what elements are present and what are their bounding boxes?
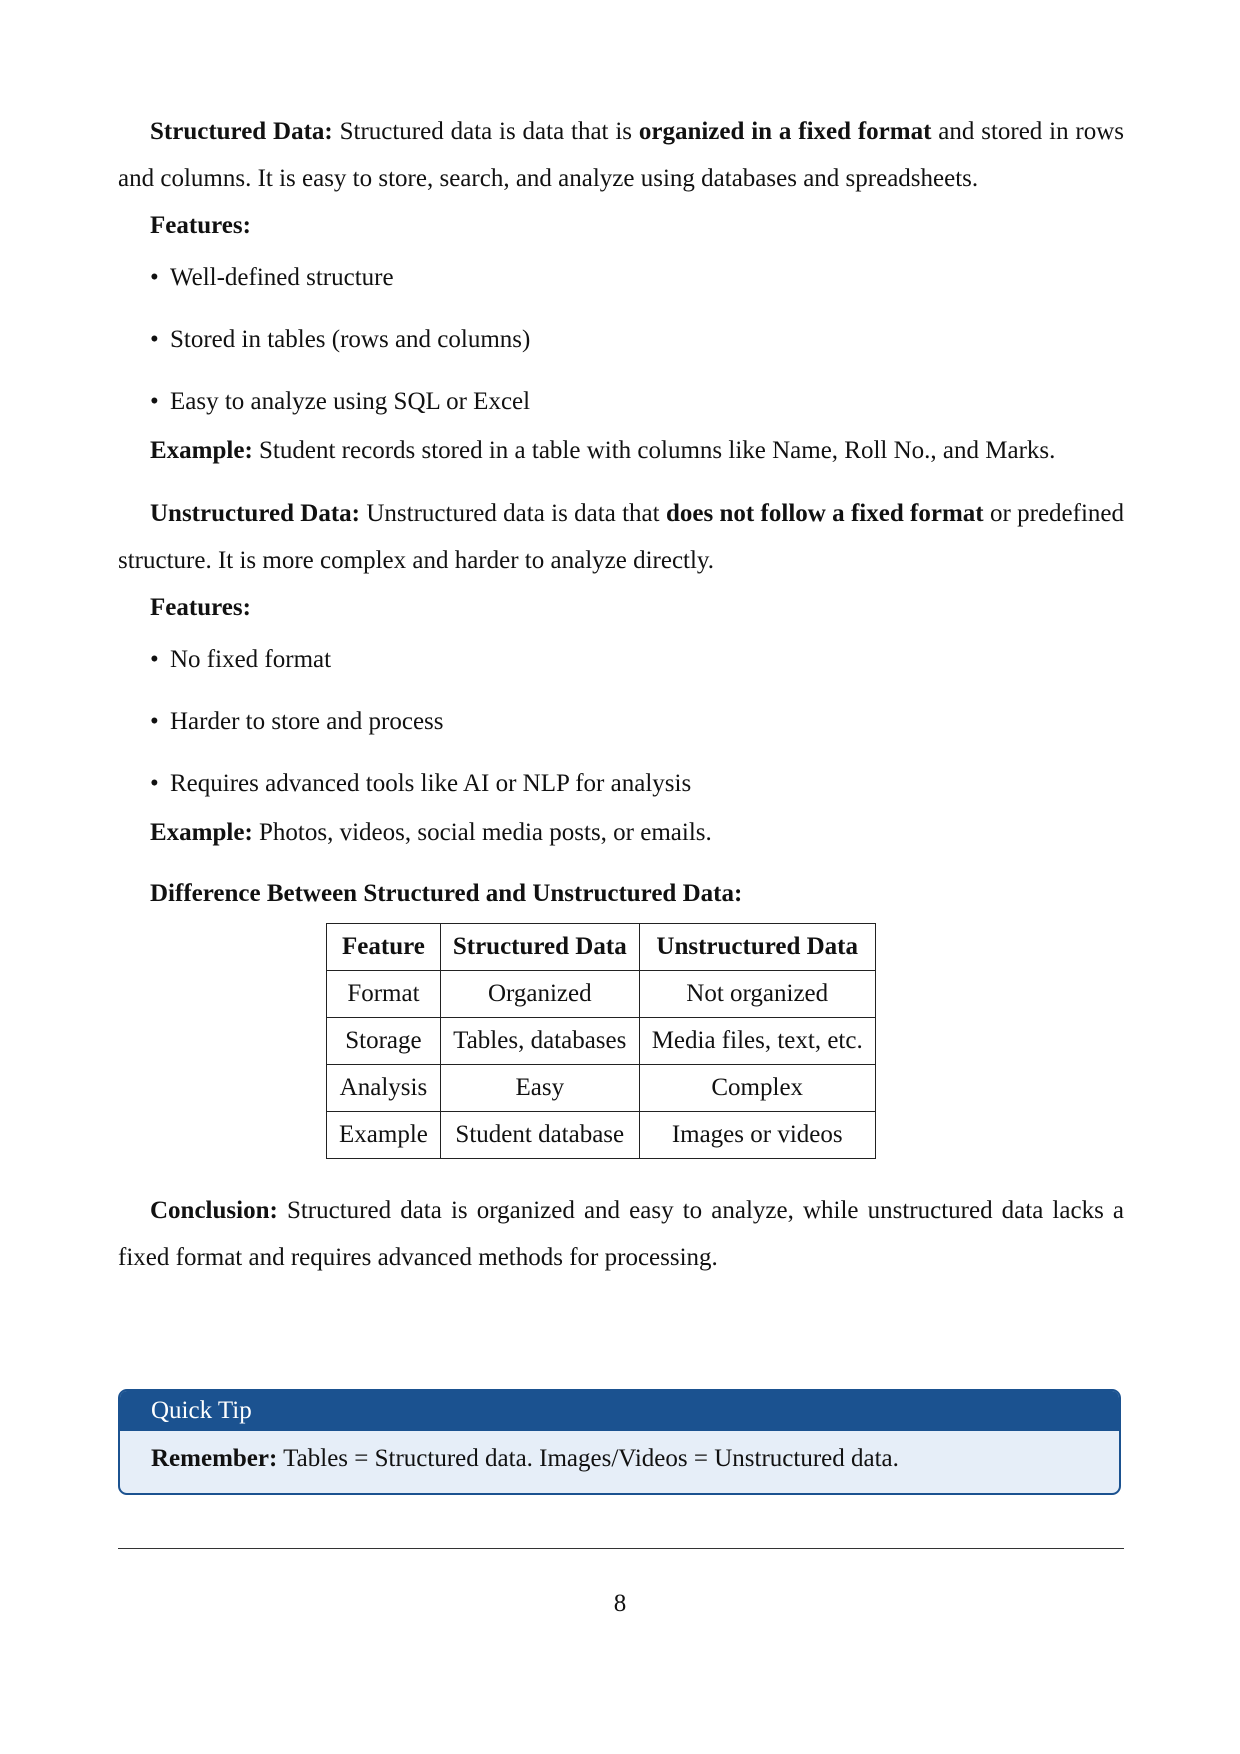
unstructured-example-text: Photos, videos, social media posts, or emails. xyxy=(259,819,712,846)
table-cell: Easy xyxy=(440,1065,639,1112)
list-item-text: Easy to analyze using SQL or Excel xyxy=(170,388,531,415)
table-row xyxy=(327,971,876,1018)
table-cell: Analysis xyxy=(327,1065,441,1112)
quick-tip-label: Remember: xyxy=(151,1445,278,1472)
bullet-icon: • xyxy=(150,264,159,291)
list-item xyxy=(150,325,1124,355)
table-header-row xyxy=(327,924,876,971)
unstructured-example xyxy=(118,809,1124,856)
structured-features-label: Features: xyxy=(150,212,251,239)
list-item xyxy=(150,769,1124,799)
structured-definition xyxy=(118,108,1124,202)
structured-text-bold: organized in a fixed format xyxy=(638,118,932,145)
table-cell: Example xyxy=(327,1112,441,1159)
conclusion-label: Conclusion: xyxy=(150,1197,278,1224)
table-cell: Tables, databases xyxy=(440,1018,639,1065)
table-row xyxy=(327,1112,876,1159)
bullet-icon: • xyxy=(150,646,159,673)
table-cell: Media files, text, etc. xyxy=(639,1018,875,1065)
list-item-text: No fixed format xyxy=(170,646,332,673)
conclusion-paragraph xyxy=(118,1187,1124,1281)
list-item-text: Stored in tables (rows and columns) xyxy=(170,326,531,353)
table-header-cell: Structured Data xyxy=(440,924,639,971)
page-number: 8 xyxy=(613,1590,627,1617)
list-item xyxy=(150,387,1124,417)
bullet-icon: • xyxy=(150,708,159,735)
table-cell: Organized xyxy=(440,971,639,1018)
conclusion-text: Structured data is organized and easy to analyze, while unstructured data lacks a fixed format and requires advanced methods for processing. xyxy=(118,1197,1125,1271)
list-item xyxy=(150,707,1124,737)
quick-tip-text: Tables = Structured data. Images/Videos = Unstructured data. xyxy=(283,1445,899,1472)
table-cell: Format xyxy=(327,971,441,1018)
structured-features-list xyxy=(118,263,1124,417)
quick-tip-body xyxy=(120,1431,1119,1487)
difference-heading: Difference Between Structured and Unstructured Data: xyxy=(150,880,743,907)
list-item-text: Well-defined structure xyxy=(170,264,394,291)
bullet-icon: • xyxy=(150,326,159,353)
bullet-icon: • xyxy=(150,388,159,415)
unstructured-example-label: Example: xyxy=(150,819,253,846)
unstructured-title: Unstructured Data: xyxy=(150,500,361,527)
unstructured-features-label: Features: xyxy=(150,594,251,621)
table-cell: Storage xyxy=(327,1018,441,1065)
structured-example-label: Example: xyxy=(150,437,253,464)
quick-tip-title: Quick Tip xyxy=(120,1391,1119,1431)
quick-tip-box xyxy=(118,1389,1121,1495)
list-item-text: Harder to store and process xyxy=(170,708,444,735)
table-row xyxy=(327,1018,876,1065)
table-cell: Student database xyxy=(440,1112,639,1159)
table-cell: Not organized xyxy=(639,971,875,1018)
table-row xyxy=(327,1065,876,1112)
comparison-table xyxy=(326,923,876,1159)
list-item xyxy=(150,263,1124,293)
table-cell: Complex xyxy=(639,1065,875,1112)
unstructured-text-bold: does not follow a fixed format xyxy=(665,500,984,527)
table-cell: Images or videos xyxy=(639,1112,875,1159)
structured-example-text: Student records stored in a table with columns like Name, Roll No., and Marks. xyxy=(259,437,1056,464)
table-header-cell: Feature xyxy=(327,924,441,971)
structured-text-after: and stored in rows and columns. It is easy to store, search, and analyze using databases and spreadsheets. xyxy=(118,118,1125,192)
footer-divider xyxy=(118,1548,1124,1549)
unstructured-definition xyxy=(118,490,1124,584)
page-content xyxy=(118,108,1124,1281)
unstructured-text-after: or predefined structure. It is more complex and harder to analyze directly. xyxy=(118,500,1125,574)
list-item-text: Requires advanced tools like AI or NLP for analysis xyxy=(170,770,692,797)
unstructured-features-list xyxy=(118,645,1124,799)
table-header-cell: Unstructured Data xyxy=(639,924,875,971)
structured-title: Structured Data: xyxy=(150,118,333,145)
structured-text-before: Structured data is data that is xyxy=(339,118,633,145)
structured-example xyxy=(118,427,1124,474)
list-item xyxy=(150,645,1124,675)
unstructured-text-before: Unstructured data is data that xyxy=(366,500,660,527)
bullet-icon: • xyxy=(150,770,159,797)
